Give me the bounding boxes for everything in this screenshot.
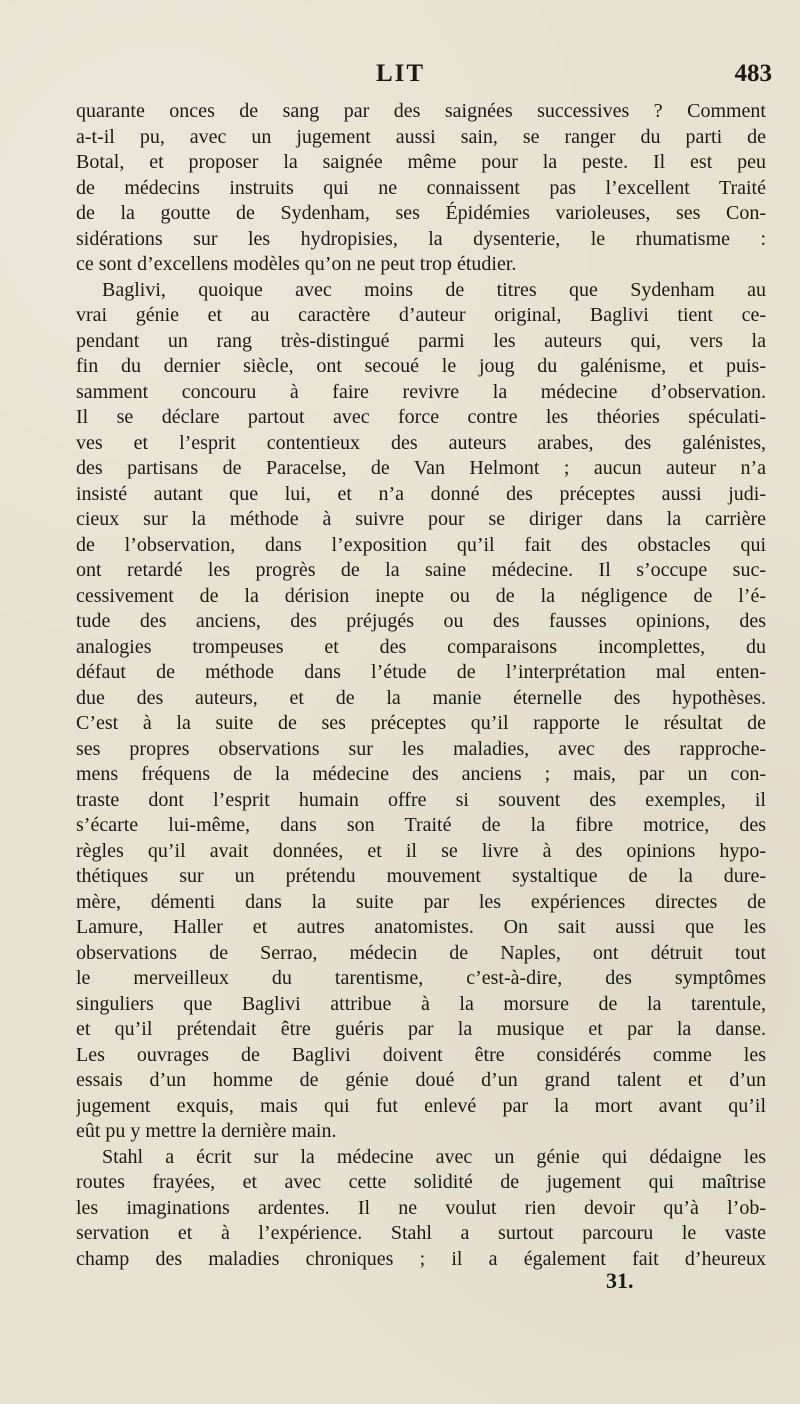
text-line: essais d’un homme de génie doué d’un grand talent et d’un (76, 1069, 766, 1091)
text-line: règles qu’il avait données, et il se livre à des opinions hypo- (76, 839, 766, 862)
text-line: a-t-il pu, avec un jugement aussi sain, se ranger du parti de (76, 125, 766, 148)
text-line: s’écarte lui-même, dans son Traité de la fibre motrice, des (76, 814, 766, 836)
paragraph-stahl-start: Stahl a écrit sur la médecine avec un génie qui dédaigne les (102, 1145, 766, 1168)
page-number: 483 (734, 60, 772, 87)
text-line: samment concouru à faire revivre la médecine d’observation. (76, 380, 766, 403)
text-line: ses propres observations sur les maladies, avec des rapproche- (76, 737, 766, 760)
text-line: ves et l’esprit contentieux des auteurs arabes, des galénistes, (76, 431, 766, 454)
signature-mark: 31. (606, 1268, 634, 1293)
text-line: de médecins instruits qui ne connaissent pas l’excellent Traité (76, 176, 766, 199)
text-line: les imaginations ardentes. Il ne voulut rien devoir qu’à l’ob- (76, 1196, 766, 1219)
text-line: ont retardé les progrès de la saine médecine. Il s’occupe suc- (76, 559, 766, 581)
text-line: traste dont l’esprit humain offre si souvent des exemples, il (76, 788, 766, 811)
text-line: eût pu y mettre la dernière main. (76, 1120, 337, 1142)
text-line: analogies trompeuses et des comparaisons incomplettes, du (76, 635, 766, 658)
text-line: tude des anciens, des préjugés ou des fausses opinions, des (76, 610, 766, 632)
text-line: due des auteurs, et de la manie éternelle des hypothèses. (76, 686, 766, 709)
text-line: mens fréquens de la médecine des anciens ; mais, par un con- (76, 763, 766, 785)
text-line: observations de Serrao, médecin de Naples, ont détruit tout (76, 941, 766, 964)
text-line: ce sont d’excellens modèles qu’on ne peut trop étudier. (76, 253, 517, 275)
text-line: des partisans de Paracelse, de Van Helmont ; aucun auteur n’a (76, 457, 766, 479)
text-line: thétiques sur un prétendu mouvement systaltique de la dure- (76, 865, 766, 887)
text-line: Les ouvrages de Baglivi doivent être considérés comme les (76, 1043, 766, 1066)
text-line: routes frayées, et avec cette solidité de jugement qui maîtrise (76, 1171, 766, 1193)
text-line: servation et à l’expérience. Stahl a surtout parcouru le vaste (76, 1222, 766, 1244)
text-line: Lamure, Haller et autres anatomistes. On sait aussi que les (76, 916, 766, 938)
text-line: mère, démenti dans la suite par les expériences directes de (76, 890, 766, 913)
text-line: Il se déclare partout avec force contre les théories spéculati- (76, 406, 766, 428)
text-line: et qu’il prétendait être guéris par la musique et par la danse. (76, 1018, 766, 1040)
text-line: pendant un rang très-distingué parmi les auteurs qui, vers la (76, 329, 766, 352)
body-text (76, 99, 766, 1272)
text-line: insisté autant que lui, et n’a donné des préceptes aussi judi- (76, 482, 766, 505)
text-line: singuliers que Baglivi attribue à la morsure de la tarentule, (76, 992, 766, 1015)
text-line: fin du dernier siècle, ont secoué le joug du galénisme, et puis- (76, 355, 766, 377)
text-line: le merveilleux du tarentisme, c’est-à-dire, des symptômes (76, 967, 766, 989)
text-line: champ des maladies chroniques ; il a également fait d’heureux (76, 1247, 766, 1270)
text-line: quarante onces de sang par des saignées successives ? Comment (76, 100, 766, 122)
text-line: C’est à la suite de ses préceptes qu’il rapporte le résultat de (76, 712, 766, 734)
text-line: sidérations sur les hydropisies, la dysenterie, le rhumatisme : (76, 227, 766, 250)
text-line: Botal, et proposer la saignée même pour la peste. Il est peu (76, 151, 766, 173)
paragraph-baglivi-start: Baglivi, quoique avec moins de titres que Sydenham au (102, 278, 766, 301)
text-line: défaut de méthode dans l’étude de l’interprétation mal enten- (76, 661, 766, 683)
text-line: jugement exquis, mais qui fut enlevé par la mort avant qu’il (76, 1094, 766, 1117)
text-line: cessivement de la dérision inepte ou de la négligence de l’é- (76, 584, 766, 607)
text-line: cieux sur la méthode à suivre pour se diriger dans la carrière (76, 508, 766, 530)
text-line: vrai génie et au caractère d’auteur original, Baglivi tient ce- (76, 304, 766, 326)
page-header (0, 60, 800, 96)
text-line: de la goutte de Sydenham, ses Épidémies varioleuses, ses Con- (76, 202, 766, 224)
running-head: LIT (376, 60, 426, 87)
text-line: de l’observation, dans l’exposition qu’il fait des obstacles qui (76, 533, 766, 556)
